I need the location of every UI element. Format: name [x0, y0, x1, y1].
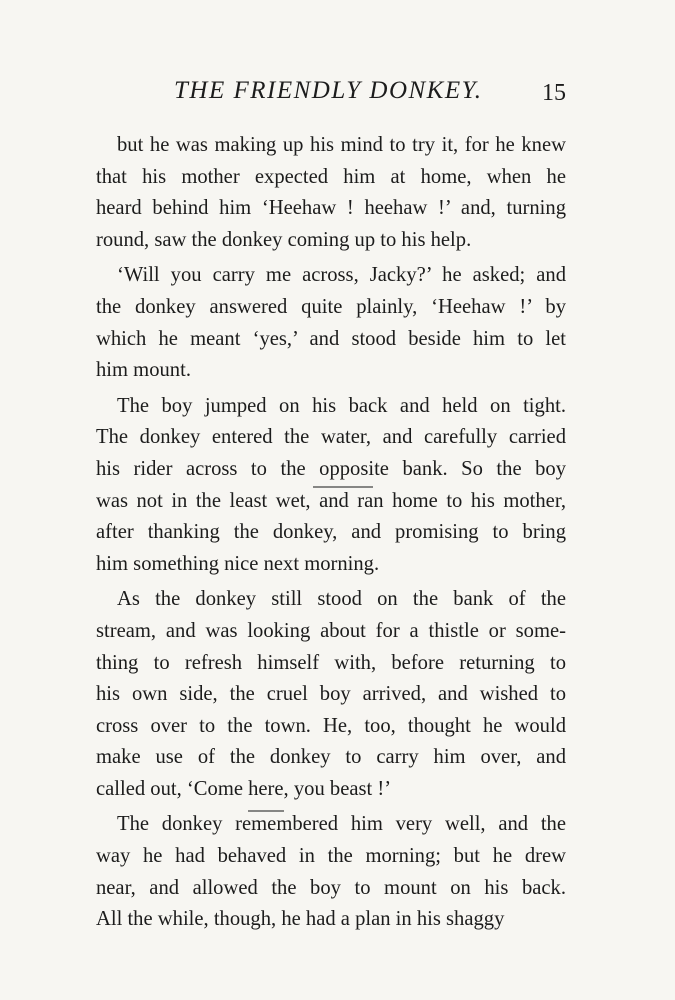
text-line: stream, and was looking about for a thistle or some- — [96, 619, 566, 642]
text-line: him mount. — [96, 359, 191, 382]
text-line: which he meant ‘yes,’ and stood beside him to let — [96, 327, 566, 350]
text-line: way he had behaved in the morning; but he drew — [96, 845, 566, 868]
text-line: that his mother expected him at home, when he — [96, 165, 566, 188]
text-line: called out, ‘Come here, you beast !’ — [96, 777, 392, 800]
paragraph — [96, 260, 566, 386]
text-line: him something nice next morning. — [96, 552, 380, 575]
text-line: The boy jumped on his back and held on tight. — [117, 394, 566, 417]
text-line: ‘Will you carry me across, Jacky?’ he asked; and — [117, 264, 566, 287]
running-title: THE FRIENDLY DONKEY. — [174, 77, 483, 104]
text-line: make use of the donkey to carry him over, and — [96, 746, 566, 769]
text-line: round, saw the donkey coming up to his help. — [96, 228, 472, 251]
pencil-mark — [313, 486, 373, 488]
text-line: heard behind him ‘Heehaw ! heehaw !’ and, turning — [96, 197, 566, 220]
text-line: thing to refresh himself with, before returning to — [96, 651, 566, 674]
text-line: The donkey remembered him very well, and the — [117, 813, 566, 836]
text-line: his own side, the cruel boy arrived, and wished to — [96, 683, 566, 706]
page-header — [96, 74, 566, 108]
body-text — [96, 130, 566, 936]
text-line: his rider across to the opposite bank. So the boy — [96, 457, 566, 480]
page-number: 15 — [542, 80, 566, 106]
text-line: As the donkey still stood on the bank of the — [117, 588, 566, 611]
paragraph — [96, 584, 566, 805]
pencil-mark — [248, 810, 284, 812]
text-line: after thanking the donkey, and promising to bring — [96, 521, 566, 544]
text-line: cross over to the town. He, too, thought he would — [96, 714, 566, 737]
text-line: The donkey entered the water, and carefully carried — [96, 426, 566, 449]
paragraph — [96, 809, 566, 935]
text-line: the donkey answered quite plainly, ‘Heehaw !’ by — [96, 295, 566, 318]
text-line: All the while, though, he had a plan in his shaggy — [96, 908, 505, 931]
paragraph — [96, 130, 566, 256]
text-line: near, and allowed the boy to mount on his back. — [96, 876, 566, 899]
text-line: but he was making up his mind to try it, for he knew — [117, 134, 566, 156]
text-line: was not in the least wet, and ran home to his mother, — [96, 489, 566, 512]
